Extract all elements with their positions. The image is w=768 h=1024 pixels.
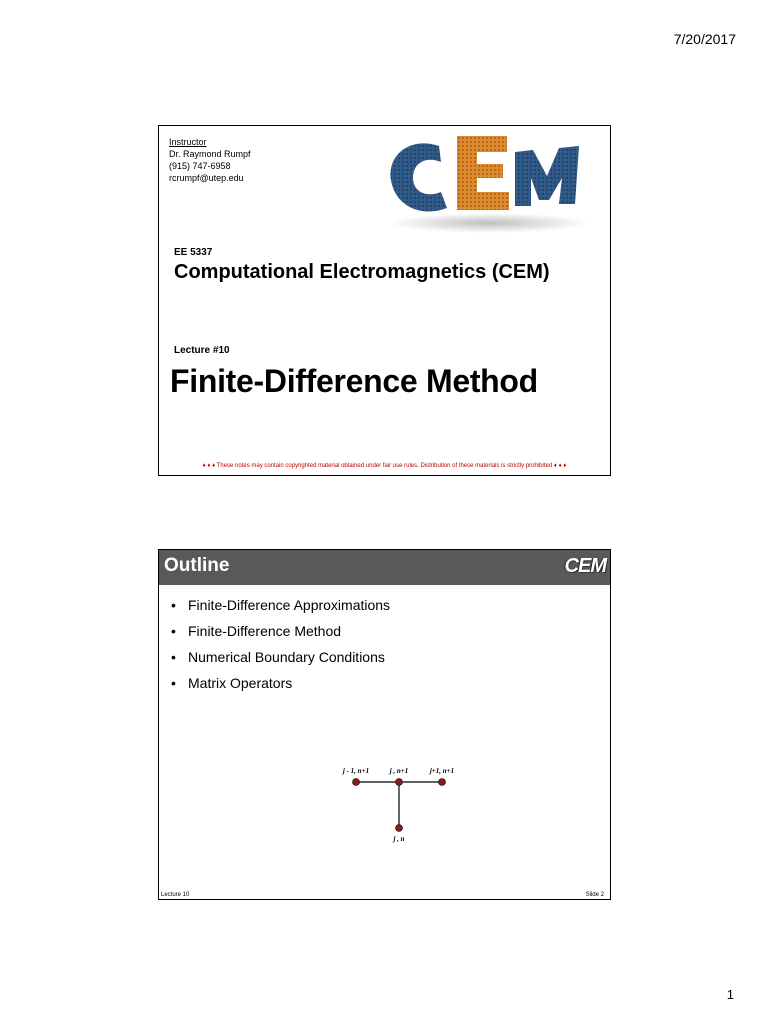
course-code: EE 5337 [174, 247, 213, 258]
slide-footer-lecture: Lecture 10 [161, 892, 190, 898]
instructor-block [169, 136, 251, 184]
copyright-disclaimer: ♦ ♦ ♦ These notes may contain copyrighted material obtained under fair use rules. Distribution of these materials is strictly prohibited ♦ ♦ ♦ [202, 463, 567, 469]
lecture-title: Finite-Difference Method [170, 363, 538, 399]
list-item: • Finite-Difference Approximations [171, 597, 391, 613]
list-item: • Finite-Difference Method [171, 623, 342, 639]
instructor-name: Dr. Raymond Rumpf [169, 149, 251, 159]
outline-slide [158, 549, 611, 900]
cem-logo [369, 128, 599, 238]
slide-footer-number: Slide 2 [585, 892, 604, 898]
bullet-icon: • [171, 675, 176, 691]
instructor-phone: (915) 747-6958 [169, 161, 231, 171]
page-date: 7/20/2017 [673, 31, 736, 47]
instructor-label: Instructor [169, 137, 207, 147]
finite-difference-stencil [334, 760, 454, 860]
slide-header [159, 550, 610, 585]
title-slide [158, 125, 611, 476]
slide-title: Outline [164, 555, 230, 576]
bullet-icon: • [171, 623, 176, 639]
stencil-node-left [353, 779, 360, 786]
page-number: 1 [726, 987, 734, 1002]
stencil-node-right [439, 779, 446, 786]
outline-list [171, 595, 390, 699]
stencil-node-center [396, 779, 403, 786]
lecture-number: Lecture #10 [174, 345, 230, 356]
cem-logo-small: CEM [564, 555, 606, 577]
bullet-icon: • [171, 597, 176, 613]
course-title: Computational Electromagnetics (CEM) [174, 261, 550, 283]
bullet-icon: • [171, 649, 176, 665]
instructor-email: rcrumpf@utep.edu [169, 173, 244, 183]
stencil-label-center: j , n+1 [389, 767, 409, 775]
stencil-node-bottom [396, 825, 403, 832]
list-item: • Matrix Operators [171, 675, 293, 691]
stencil-label-left: j - 1, n+1 [342, 767, 370, 775]
stencil-label-bottom: j , n [393, 835, 405, 843]
list-item: • Numerical Boundary Conditions [171, 649, 385, 665]
stencil-label-right: j+1, n+1 [429, 767, 454, 775]
